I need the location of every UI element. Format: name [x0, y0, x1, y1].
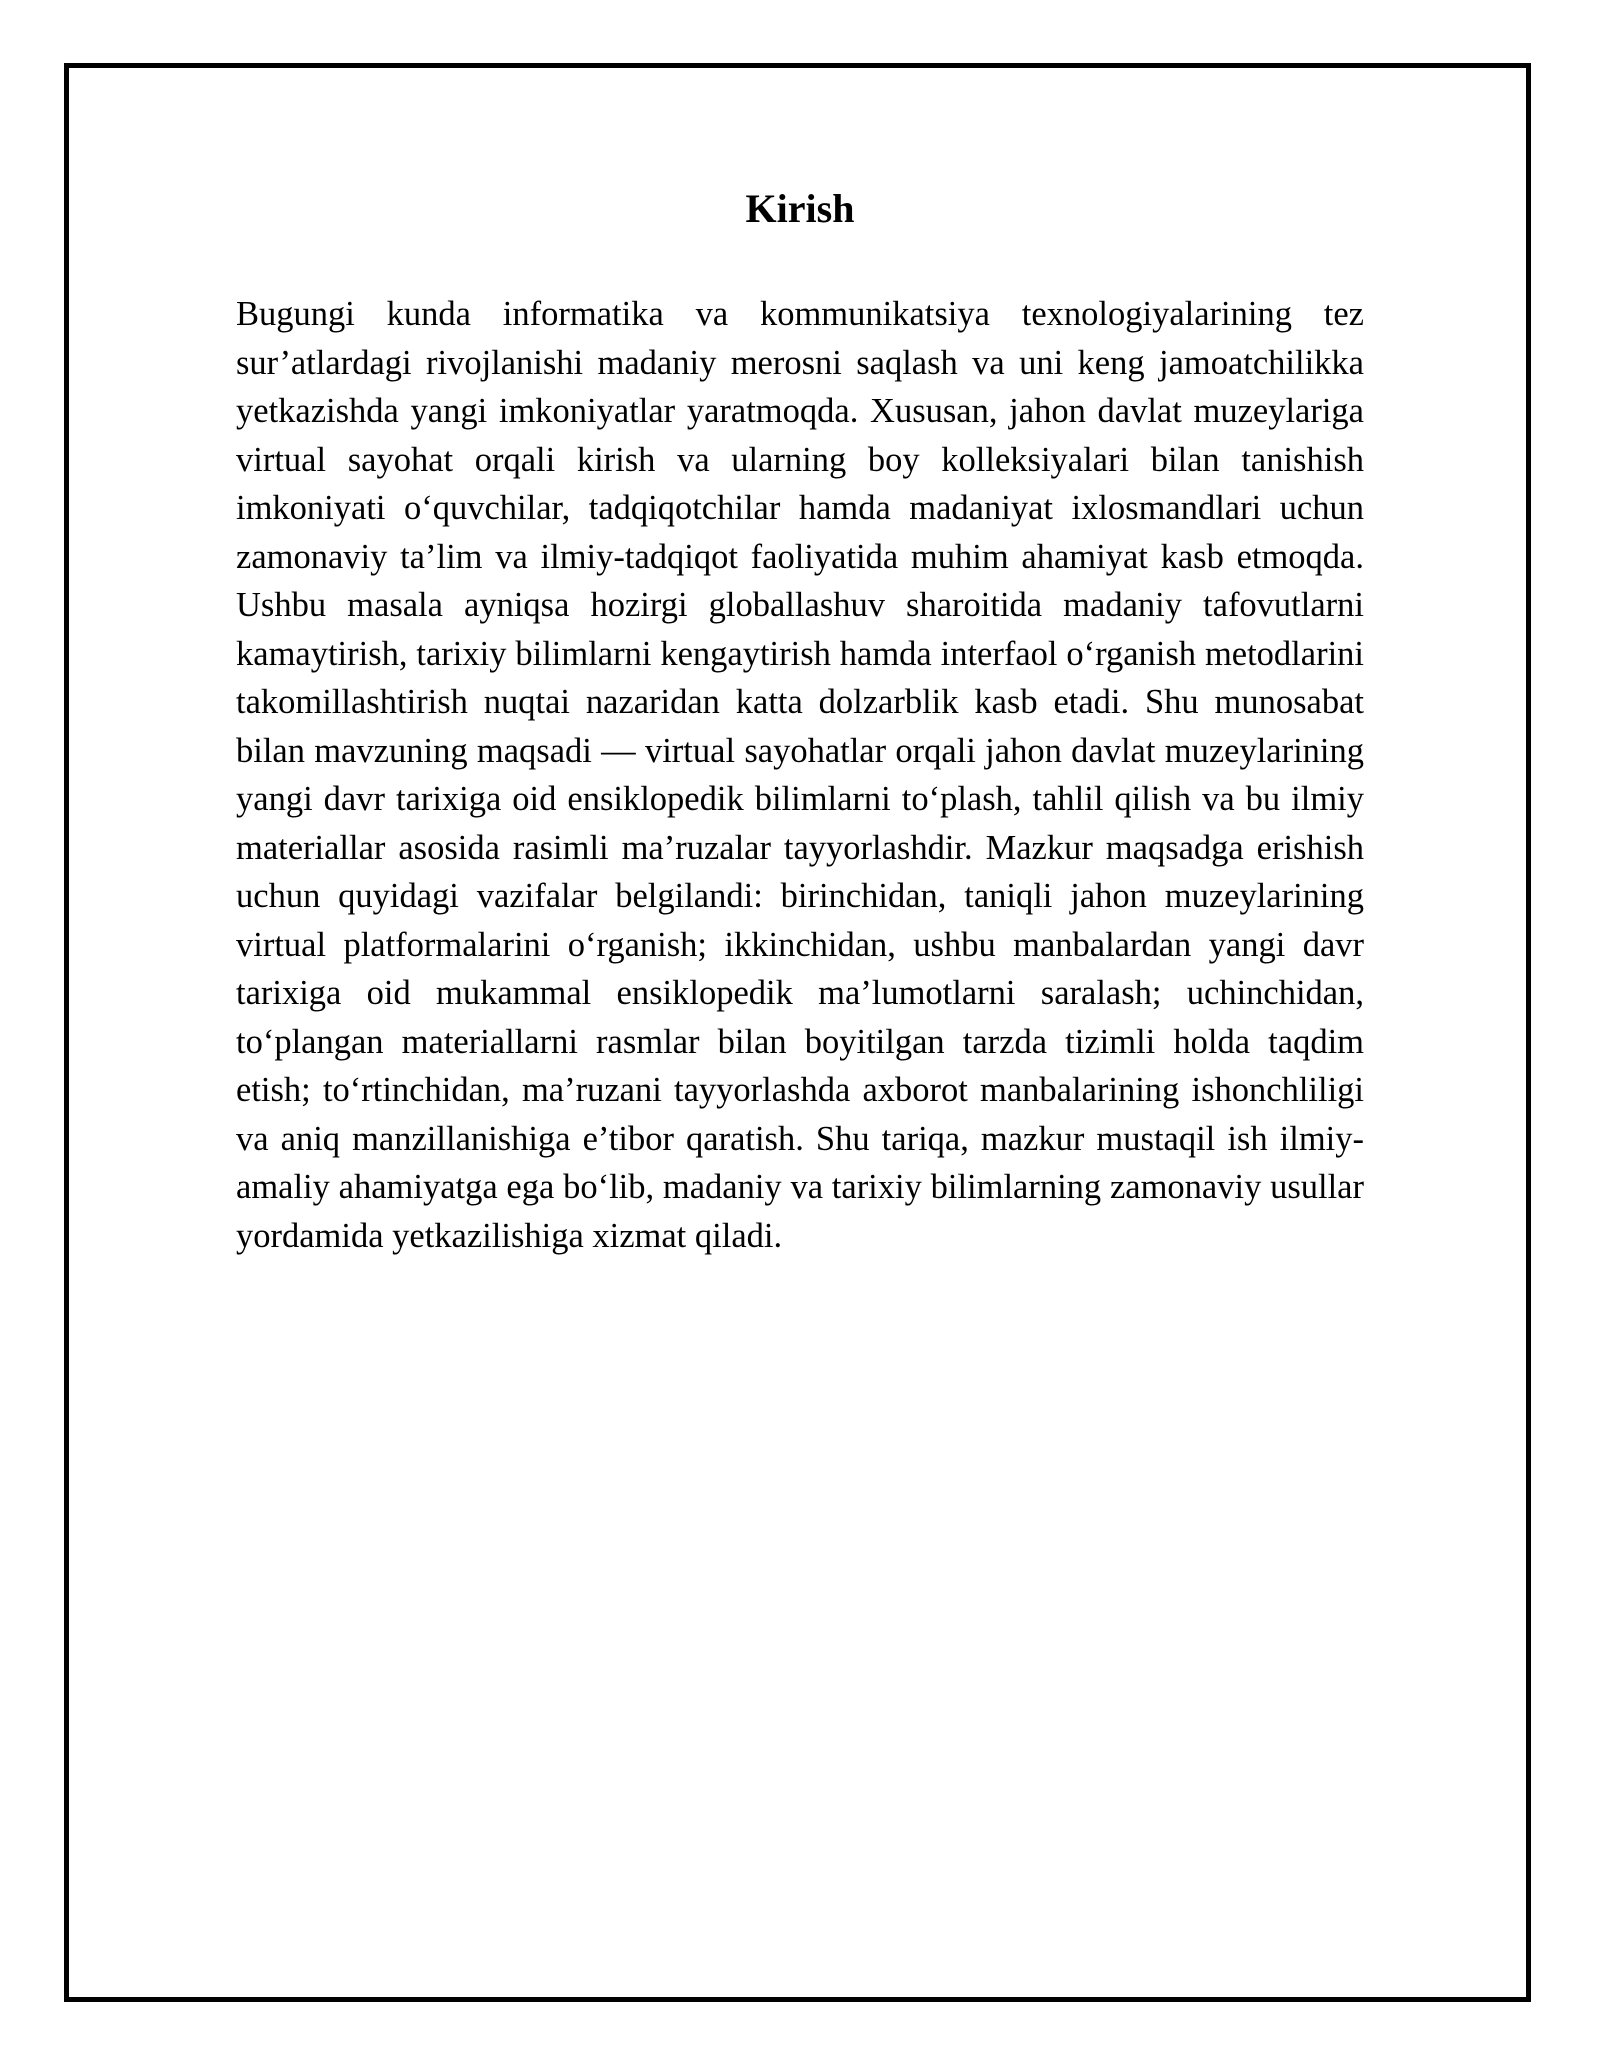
body-paragraph: Bugungi kunda informatika va kommunikatsiya texnologiyalarining tez sur’atlardagi rivojlanishi madaniy merosni saqlash va uni keng jamoatchilikka yetkazishda yangi imkoniyatlar yaratmoqda. Xususan, jahon davlat muzeylariga virtual sayohat orqali kirish va ularning boy kolleksiyalari bilan tanishish imkoniyati o‘quvchilar, tadqiqotchilar hamda madaniyat ixlosmandlari uchun zamonaviy ta’lim va ilmiy-tadqiqot faoliyatida muhim ahamiyat kasb etmoqda. Ushbu masala ayniqsa hozirgi globallashuv sharoitida madaniy tafovutlarni kamaytirish, tarixiy bilimlarni kengaytirish hamda interfaol o‘rganish metodlarini takomillashtirish nuqtai nazaridan katta dolzarblik kasb etadi. Shu munosabat bilan mavzuning maqsadi — virtual sayohatlar orqali jahon davlat muzeylarining yangi davr tarixiga oid ensiklopedik bilimlarni to‘plash, tahlil qilish va bu ilmiy materiallar asosida rasimli ma’ruzalar tayyorlashdir. Mazkur maqsadga erishish uchun quyidagi vazifalar belgilandi: birinchidan, taniqli jahon muzeylarining virtual platformalarini o‘rganish; ikkinchidan, ushbu manbalardan yangi davr tarixiga oid mukammal ensiklopedik ma’lumotlarni saralash; uchinchidan, to‘plangan materiallarni rasmlar bilan boyitilgan tarzda tizimli holda taqdim etish; to‘rtinchidan, ma’ruzani tayyorlashda axborot manbalarining ishonchliligi va aniq manzillanishiga e’tibor qaratish. Shu tariqa, mazkur mustaqil ish ilmiy-amaliy ahamiyatga ega bo‘lib, madaniy va tarixiy bilimlarning zamonaviy usullar yordamida yetkazilishiga xizmat qiladi. — [236, 295, 1364, 1255]
page-title: Kirish — [745, 186, 855, 231]
